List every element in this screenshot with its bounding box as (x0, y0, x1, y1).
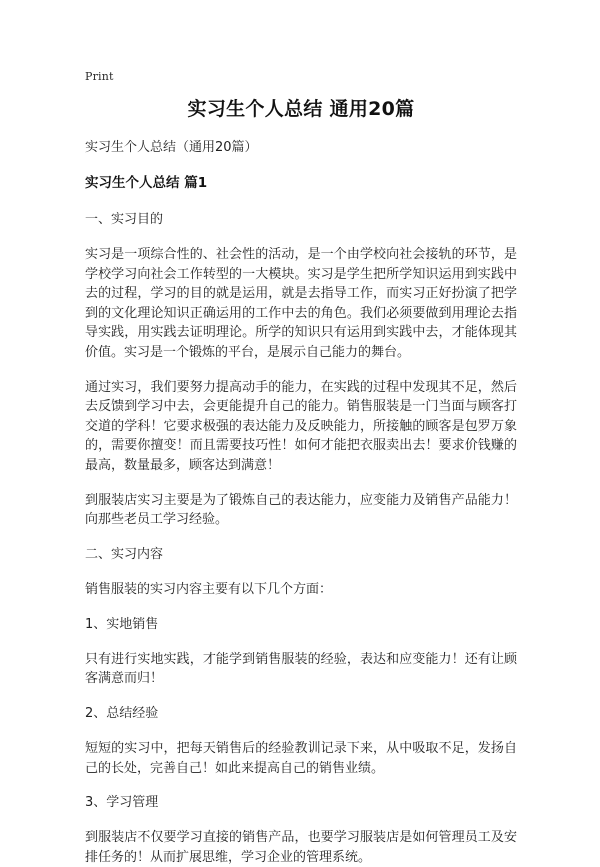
document-body (85, 96, 517, 867)
content-heading: 二、实习内容 (85, 546, 164, 562)
content-heading: 2、总结经验 (85, 705, 159, 721)
content-paragraph: 实习是一项综合性的、社会性的活动，是一个由学校向社会接轨的环节，是学校学习向社会工作转型的一大模块。实习是学生把所学知识运用到实践中去的过程，学习的目的就是运用，就是去指导工作，而实习正好扮演了把学到的文化理论知识正确运用的工作中去的角色。我们必须要做到用理论去指导实践，用实践去证明理论。所学的知识只有运用到实践中去，才能体现其价值。实习是一个锻炼的平台，是展示自己能力的舞台。 (85, 247, 517, 360)
content-heading: 3、学习管理 (85, 795, 159, 811)
document-subtitle: 实习生个人总结（通用20篇） (85, 140, 258, 155)
page-title: 实习生个人总结 通用20篇 (187, 98, 415, 120)
content-heading: 1、实地销售 (85, 616, 159, 632)
print-button[interactable]: Print (85, 70, 114, 83)
content-paragraph: 通过实习，我们要努力提高动手的能力，在实践的过程中发现其不足，然后去反馈到学习中去，会更能提升自己的能力。销售服装是一门当面与顾客打交道的学科！它要求极强的表达能力及反映能力，所接触的顾客是包罗万象的，需要你擅变！而且需要技巧性！如何才能把衣服卖出去！要求价钱赚的最高，数量最多，顾客达到满意！ (85, 379, 517, 473)
content-paragraph: 到服装店不仅要学习直接的销售产品，也要学习服装店是如何管理员工及安排任务的！从而扩展思维，学习企业的管理系统。 (85, 830, 517, 865)
content-paragraph: 短短的实习中，把每天销售后的经验教训记录下来，从中吸取不足，发扬自己的长处，完善自己！如此来提高自己的销售业绩。 (85, 740, 517, 776)
content-heading: 一、实习目的 (85, 212, 164, 227)
content-heading: 销售服装的实习内容主要有以下几个方面： (85, 581, 333, 597)
content-paragraph: 只有进行实地实践，才能学到销售服装的经验，表达和应变能力！还有让顾客满意而归！ (85, 651, 517, 687)
content-paragraph: 到服装店实习主要是为了锻炼自己的表达能力，应变能力及销售产品能力！向那些老员工学习经验。 (85, 492, 517, 528)
content-blocks (85, 210, 517, 867)
section-title: 实习生个人总结 篇1 (85, 175, 208, 191)
